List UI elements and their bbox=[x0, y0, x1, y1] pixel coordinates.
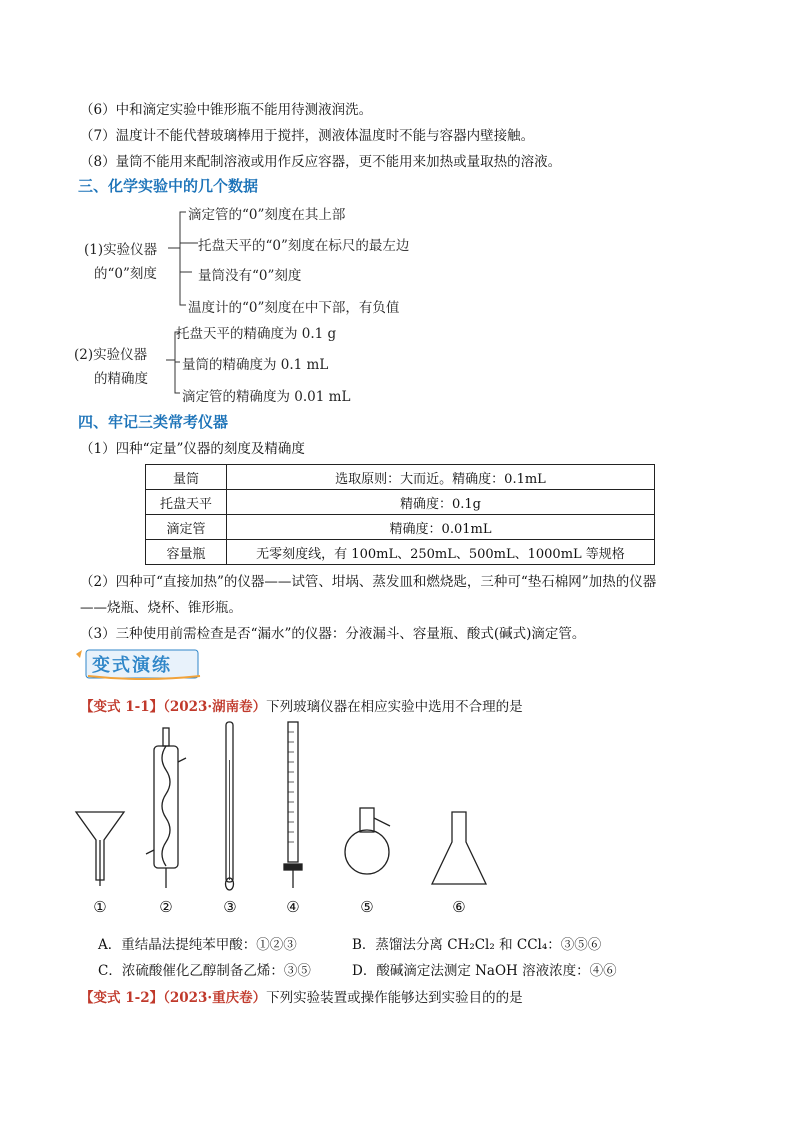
question-2-tag: 【变式 1-2】 bbox=[80, 990, 164, 1006]
table-cell: 量筒 bbox=[146, 465, 227, 490]
option-b: B．蒸馏法分离 CH₂Cl₂ 和 CCl₄：③⑤⑥ bbox=[352, 937, 602, 953]
table-cell: 精确度：0.01mL bbox=[227, 515, 655, 540]
table-cell: 容量瓶 bbox=[146, 540, 227, 565]
note-8: （8）量筒不能用来配制溶液或用作反应容器，更不能用来加热或量取热的溶液。 bbox=[80, 154, 562, 170]
figure-label: ⑤ bbox=[360, 898, 374, 916]
question-2-stem bbox=[80, 986, 523, 1006]
burette-icon bbox=[284, 722, 302, 888]
group-2-label-line2: 的精确度 bbox=[94, 371, 148, 387]
figure-label: ⑥ bbox=[452, 898, 466, 916]
funnel-icon bbox=[76, 812, 124, 886]
figure-label: ④ bbox=[286, 898, 300, 916]
section-4-p2-line2: ——烧瓶、烧杯、锥形瓶。 bbox=[80, 600, 242, 616]
table-cell: 精确度：0.1g bbox=[227, 490, 655, 515]
group-2-label-line1: (2)实验仪器 bbox=[74, 347, 148, 363]
question-2-source: （2023·重庆卷） bbox=[163, 990, 267, 1006]
figure-label: ③ bbox=[223, 898, 237, 916]
group-1-item: 滴定管的“0”刻度在其上部 bbox=[188, 207, 346, 223]
thermometer-icon bbox=[226, 722, 234, 890]
group-1-item: 托盘天平的“0”刻度在标尺的最左边 bbox=[198, 238, 410, 254]
figure-label: ② bbox=[159, 898, 173, 916]
question-1-tag: 【变式 1-1】 bbox=[80, 699, 164, 715]
group-1-item: 温度计的“0”刻度在中下部，有负值 bbox=[188, 300, 400, 316]
distillation-flask-icon bbox=[345, 808, 390, 874]
figure-label: ① bbox=[93, 898, 107, 916]
question-1-source: （2023·湖南卷） bbox=[163, 699, 267, 715]
section-3-title: 三、化学实验中的几个数据 bbox=[78, 177, 259, 195]
group-1-label-line1: (1)实验仪器 bbox=[84, 242, 158, 258]
table-cell: 无零刻度线，有 100mL、250mL、500mL、1000mL 等规格 bbox=[227, 540, 655, 565]
group-2-item: 量筒的精确度为 0.1 mL bbox=[182, 357, 329, 373]
note-6: （6）中和滴定实验中锥形瓶不能用待测液润洗。 bbox=[80, 102, 373, 118]
section-4-p2-line1: （2）四种可“直接加热”的仪器——试管、坩埚、蒸发皿和燃烧匙，三种可“垫石棉网”加热的仪器 bbox=[80, 574, 657, 590]
question-1-text: 下列玻璃仪器在相应实验中选用不合理的是 bbox=[266, 699, 523, 715]
group-2-item: 托盘天平的精确度为 0.1 g bbox=[176, 326, 337, 342]
section-4-title: 四、牢记三类常考仪器 bbox=[78, 413, 229, 431]
note-7: （7）温度计不能代替玻璃棒用于搅拌，测液体温度时不能与容器内壁接触。 bbox=[80, 128, 535, 144]
option-d: D．酸碱滴定法测定 NaOH 溶液浓度：④⑥ bbox=[352, 963, 617, 979]
group-1-item: 量筒没有“0”刻度 bbox=[198, 268, 302, 284]
group-2-item: 滴定管的精确度为 0.01 mL bbox=[182, 389, 351, 405]
conical-flask-icon bbox=[432, 812, 486, 884]
banner-text: 变式演练 bbox=[92, 655, 172, 676]
option-c: C．浓硫酸催化乙醇制备乙烯：③⑤ bbox=[98, 963, 311, 979]
section-4-p1: （1）四种“定量”仪器的刻度及精确度 bbox=[80, 441, 305, 457]
table-cell: 托盘天平 bbox=[146, 490, 227, 515]
table-cell: 滴定管 bbox=[146, 515, 227, 540]
group-1-label-line2: 的“0”刻度 bbox=[94, 266, 157, 282]
condenser-icon bbox=[146, 728, 186, 888]
table-cell: 选取原则：大而近。精确度：0.1mL bbox=[227, 465, 655, 490]
section-4-p3: （3）三种使用前需检查是否“漏水”的仪器：分液漏斗、容量瓶、酸式(碱式)滴定管。 bbox=[80, 626, 586, 642]
option-a: A．重结晶法提纯苯甲酸：①②③ bbox=[98, 937, 297, 953]
question-2-text: 下列实验装置或操作能够达到实验目的的是 bbox=[266, 990, 523, 1006]
